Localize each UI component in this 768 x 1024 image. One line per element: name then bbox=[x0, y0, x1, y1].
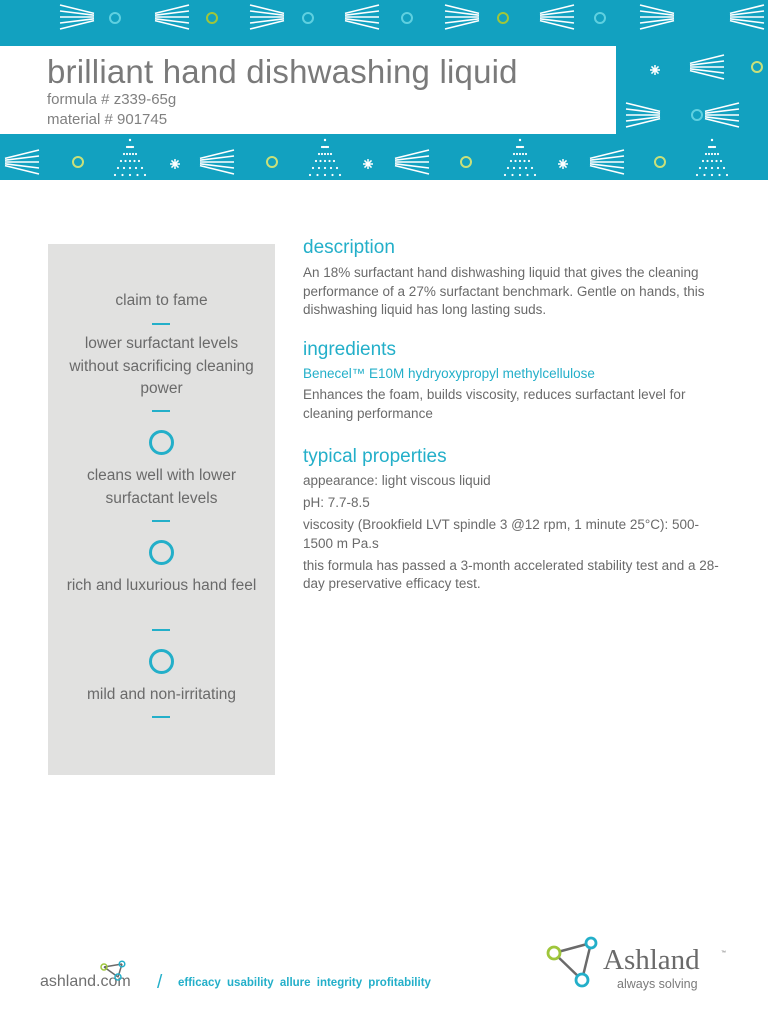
ring-icon bbox=[110, 13, 120, 23]
header-banner bbox=[0, 0, 768, 180]
description-heading: description bbox=[303, 237, 395, 258]
material-number: material # 901745 bbox=[47, 111, 168, 128]
property-item: appearance: light viscous liquid bbox=[303, 473, 491, 488]
dash-fan-icon bbox=[395, 150, 429, 174]
divider-dash bbox=[152, 323, 170, 325]
property-item: viscosity (Brookfield LVT spindle 3 @12 rpm, 1 minute 25°C): 500-1500 m Pa.s bbox=[303, 517, 700, 551]
ring-icon bbox=[655, 157, 665, 167]
properties-heading: typical properties bbox=[303, 446, 447, 467]
asterisk-icon bbox=[650, 65, 660, 75]
claim-item: lower surfactant levels without sacrificing cleaning power bbox=[69, 335, 254, 397]
description-text: An 18% surfactant hand dishwashing liquid that gives the cleaning performance of a 27% surfactant benchmark. Gentle on hands, this dishwashing liquid has long lasting suds. bbox=[303, 265, 705, 317]
dash-fan-icon bbox=[540, 5, 574, 29]
dash-fan-icon bbox=[5, 150, 39, 174]
ring-icon bbox=[752, 62, 762, 72]
ring-icon bbox=[149, 430, 174, 455]
formula-number: formula # z339-65g bbox=[47, 91, 177, 108]
dash-fan-icon bbox=[730, 5, 764, 29]
asterisk-icon bbox=[558, 159, 568, 169]
claims-panel bbox=[48, 244, 275, 775]
ring-icon bbox=[498, 13, 508, 23]
ring-icon bbox=[595, 13, 605, 23]
divider-dash bbox=[152, 629, 170, 631]
properties-list bbox=[303, 472, 728, 594]
dash-fan-icon bbox=[445, 5, 479, 29]
dash-fan-icon bbox=[60, 5, 94, 29]
ingredient-text: Enhances the foam, builds viscosity, reduces surfactant level for cleaning performance bbox=[303, 387, 686, 421]
ring-icon bbox=[149, 540, 174, 565]
dash-fan-icon bbox=[590, 150, 624, 174]
ring-icon bbox=[267, 157, 277, 167]
divider-dash bbox=[152, 716, 170, 718]
ring-icon bbox=[149, 649, 174, 674]
dash-fan-icon bbox=[345, 5, 379, 29]
dotted-spray-icon bbox=[309, 139, 341, 176]
ring-icon bbox=[73, 157, 83, 167]
dotted-spray-icon bbox=[696, 139, 728, 176]
claim-item: mild and non-irritating bbox=[86, 686, 237, 703]
small-molecule-logo-icon bbox=[98, 960, 134, 984]
divider-dash bbox=[152, 520, 170, 522]
divider-dash bbox=[152, 410, 170, 412]
dotted-spray-icon bbox=[504, 139, 536, 176]
website-link[interactable]: ashland.com bbox=[40, 973, 131, 990]
dash-fan-icon bbox=[626, 103, 660, 127]
dash-fan-icon bbox=[200, 150, 234, 174]
main-content bbox=[303, 236, 728, 597]
ring-icon bbox=[461, 157, 471, 167]
property-item: this formula has passed a 3-month accelerated stability test and a 28-day preservative efficacy test. bbox=[303, 557, 719, 591]
ingredients-heading: ingredients bbox=[303, 338, 396, 360]
ring-icon bbox=[692, 110, 702, 120]
ring-icon bbox=[303, 13, 313, 23]
ring-icon bbox=[402, 13, 412, 23]
ashland-logo-icon bbox=[545, 934, 605, 992]
dash-fan-icon bbox=[640, 5, 674, 29]
dotted-spray-icon bbox=[114, 139, 146, 176]
ring-icon bbox=[207, 13, 217, 23]
footer-separator: / bbox=[157, 972, 163, 993]
property-item: pH: 7.7-8.5 bbox=[303, 495, 370, 510]
claim-heading: claim to fame bbox=[115, 292, 208, 309]
claim-item: rich and luxurious hand feel bbox=[66, 577, 257, 594]
asterisk-icon bbox=[363, 159, 373, 169]
ingredient-name: Benecel™ E10M hydryoxypropyl methylcellulose bbox=[303, 365, 595, 381]
dash-fan-icon bbox=[155, 5, 189, 29]
footer-tagline: efficacy usability allure integrity profitability bbox=[178, 977, 431, 989]
brand-tagline: always solving bbox=[617, 977, 698, 991]
trademark-mark: ™ bbox=[721, 950, 726, 956]
dash-fan-icon bbox=[690, 55, 724, 79]
title-box bbox=[0, 46, 616, 134]
dash-fan-icon bbox=[705, 103, 739, 127]
dash-fan-icon bbox=[250, 5, 284, 29]
brand-name: Ashland bbox=[603, 944, 700, 976]
claim-item: cleans well with lower surfactant levels bbox=[86, 467, 237, 507]
asterisk-icon bbox=[170, 159, 180, 169]
page-title: brilliant hand dishwashing liquid bbox=[47, 53, 518, 90]
